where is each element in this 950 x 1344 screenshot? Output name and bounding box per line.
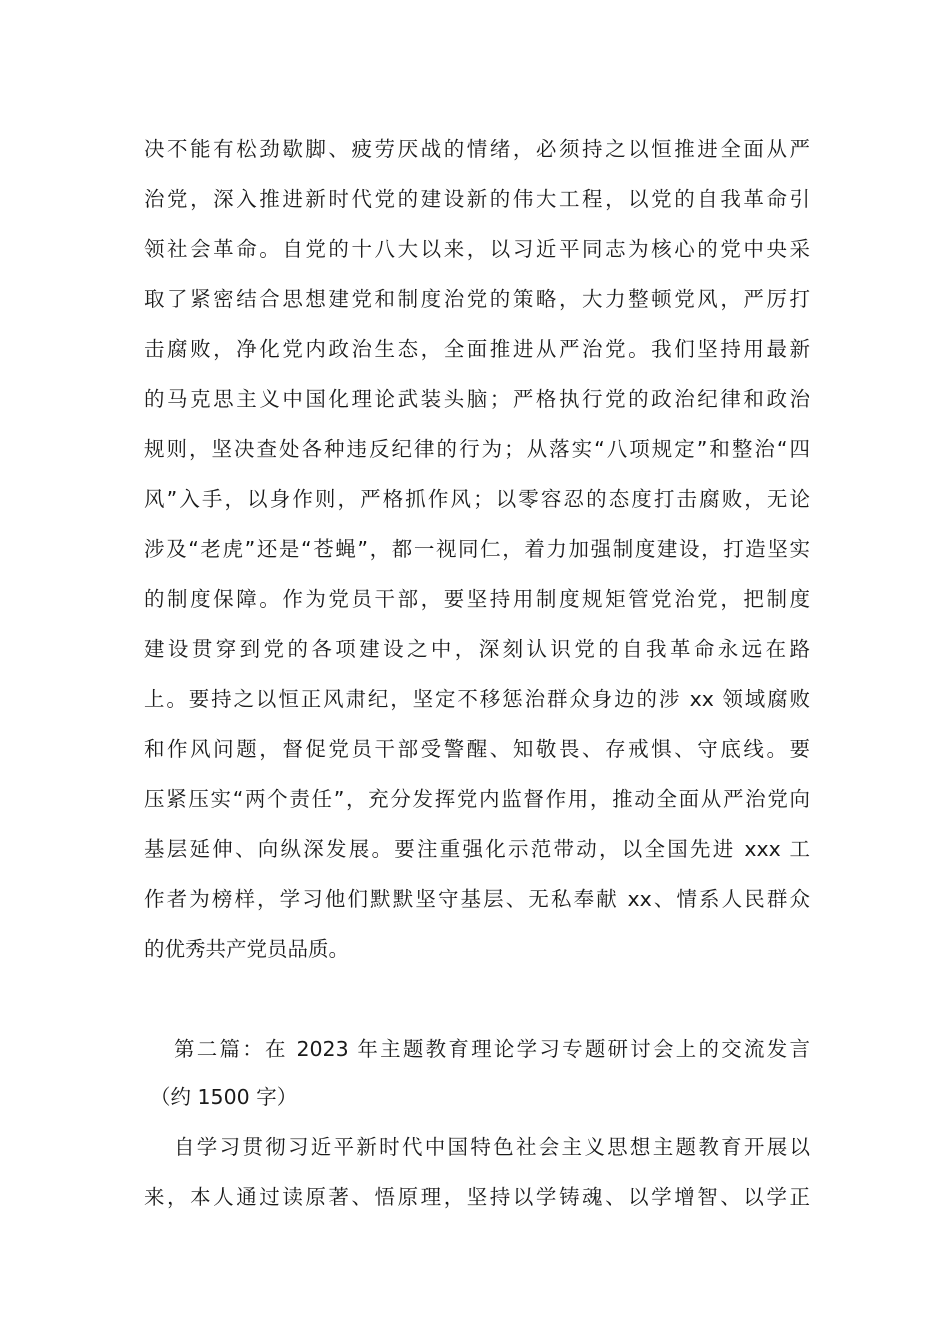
paragraph-line: 决不能有松劲歇脚、疲劳厌战的情绪，必须持之以恒推进全面从严 [144, 137, 810, 161]
paragraph-line: 自学习贯彻习近平新时代中国特色社会主义思想主题教育开展以 [174, 1135, 810, 1159]
paragraph-line: 压紧压实“两个责任”，充分发挥党内监督作用，推动全面从严治党向 [144, 787, 810, 811]
paragraph-line: 的制度保障。作为党员干部，要坚持用制度规矩管党治党，把制度 [144, 587, 810, 611]
paragraph-line: 规则，坚决查处各种违反纪律的行为；从落实“八项规定”和整治“四 [144, 437, 810, 461]
paragraph-line: 建设贯穿到党的各项建设之中，深刻认识党的自我革命永远在路 [144, 637, 810, 661]
paragraph-line: 的优秀共产党员品质。 [144, 937, 349, 961]
paragraph-line: 来，本人通过读原著、悟原理，坚持以学铸魂、以学增智、以学正 [144, 1185, 810, 1209]
section-heading-note: （约 1500 字） [150, 1085, 298, 1109]
paragraph-line: 风”入手，以身作则，严格抓作风；以零容忍的态度打击腐败，无论 [144, 487, 810, 511]
paragraph-line: 涉及“老虎”还是“苍蝇”，都一视同仁，着力加强制度建设，打造坚实 [144, 537, 810, 561]
paragraph-line: 领社会革命。自党的十八大以来，以习近平同志为核心的党中央采 [144, 237, 810, 261]
paragraph-line: 基层延伸、向纵深发展。要注重强化示范带动，以全国先进 xxx 工 [144, 837, 810, 861]
section-heading: 第二篇：在 2023 年主题教育理论学习专题研讨会上的交流发言 [174, 1037, 810, 1061]
paragraph-line: 的马克思主义中国化理论武装头脑；严格执行党的政治纪律和政治 [144, 387, 810, 411]
paragraph-line: 上。要持之以恒正风肃纪，坚定不移惩治群众身边的涉 xx 领域腐败 [144, 687, 810, 711]
paragraph-line: 击腐败，净化党内政治生态，全面推进从严治党。我们坚持用最新 [144, 337, 810, 361]
paragraph-line: 作者为榜样，学习他们默默坚守基层、无私奉献 xx、情系人民群众 [144, 887, 810, 911]
paragraph-line: 取了紧密结合思想建党和制度治党的策略，大力整顿党风，严厉打 [144, 287, 810, 311]
paragraph-line: 治党，深入推进新时代党的建设新的伟大工程，以党的自我革命引 [144, 187, 810, 211]
paragraph-line: 和作风问题，督促党员干部受警醒、知敬畏、存戒惧、守底线。要 [144, 737, 810, 761]
